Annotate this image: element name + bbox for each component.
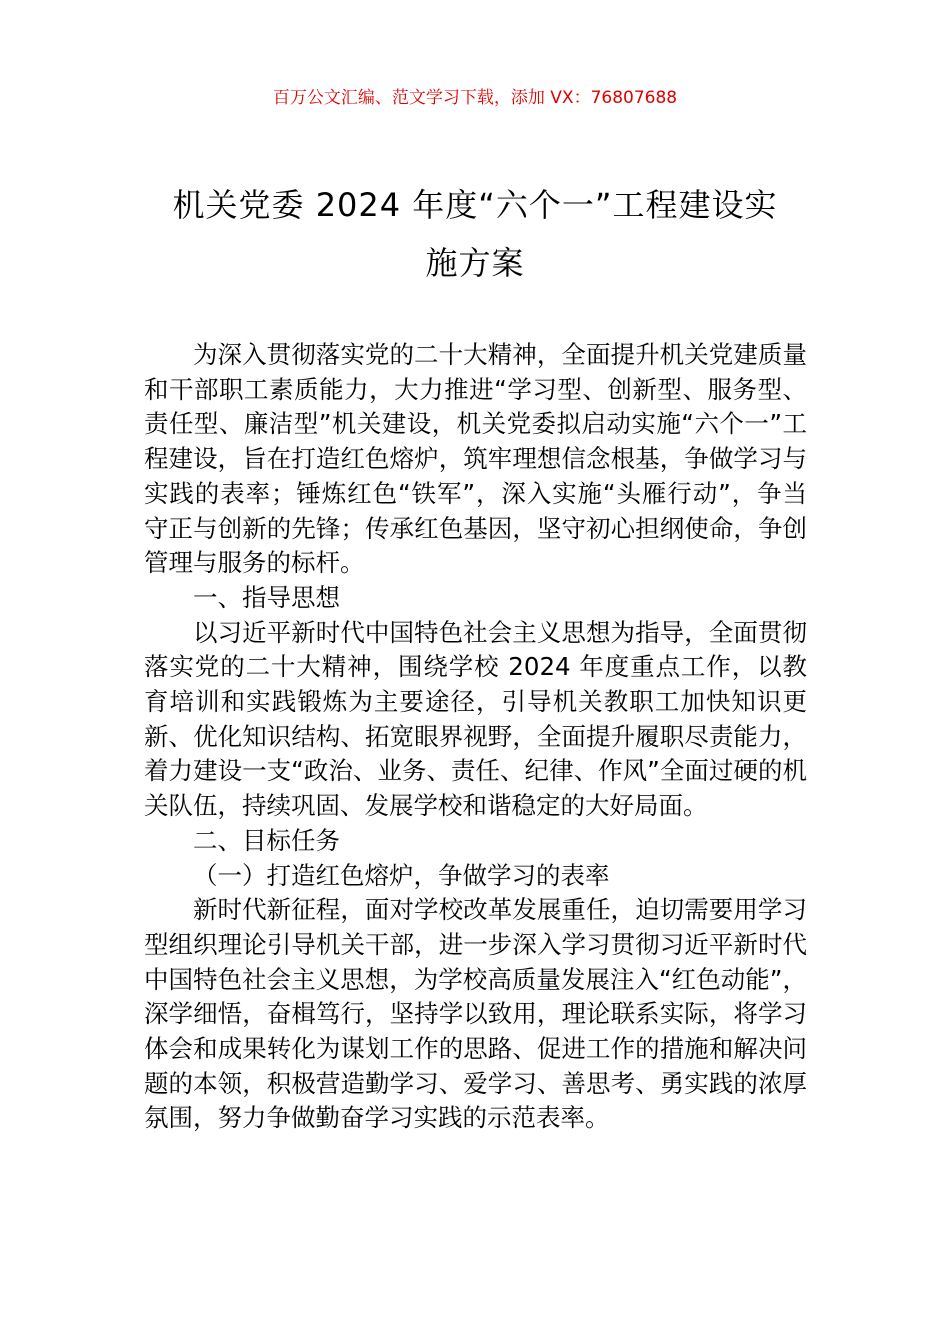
section-2-heading: 二、目标任务 (193, 825, 340, 855)
section-1-paragraph: 以习近平新时代中国特色社会主义思想为指导，全面贯彻落实党的二十大精神，围绕学校 2024 年度重点工作，以教育培训和实践锻炼为主要途径，引导机关教职工加快知识更新、优化知识结构、拓宽眼界视野，全面提升履职尽责能力，着力建设一支“政治、业务、责任、纪律、作风”全面过硬的机关队伍，持续巩固、发展学校和谐稳定的大好局面。 (144, 617, 807, 821)
subsection-1-paragraph: 新时代新征程，面对学校改革发展重任，迫切需要用学习型组织理论引导机关干部，进一步深入学习贯彻习近平新时代中国特色社会主义思想，为学校高质量发展注入“红色动能”，深学细悟，奋楫笃行，坚持学以致用，理论联系实际，将学习体会和成果转化为谋划工作的思路、促进工作的措施和解决问题的本领，积极营造勤学习、爱学习、善思考、勇实践的浓厚氛围，努力争做勤奋学习实践的示范表率。 (144, 895, 807, 1133)
section-1-heading: 一、指导思想 (193, 582, 340, 612)
title-line-1: 机关党委 2024 年度“六个一”工程建设实 (172, 186, 778, 224)
title-line-2: 施方案 (425, 244, 525, 282)
subsection-1-heading: （一）打造红色熔炉，争做学习的表率 (193, 860, 610, 890)
intro-paragraph: 为深入贯彻落实党的二十大精神，全面提升机关党建质量和干部职工素质能力，大力推进“学习型、创新型、服务型、责任型、廉洁型”机关建设，机关党委拟启动实施“六个一”工程建设，旨在打造红色熔炉，筑牢理想信念根基，争做学习与实践的表率；锤炼红色“铁军”，深入实施“头雁行动”，争当守正与创新的先锋；传承红色基因，坚守初心担纲使命，争创管理与服务的标杆。 (144, 340, 807, 578)
document-title (120, 176, 830, 292)
header-note: 百万公文汇编、范文学习下载，添加 VX：76807688 (272, 88, 678, 108)
document-body (144, 338, 807, 1136)
